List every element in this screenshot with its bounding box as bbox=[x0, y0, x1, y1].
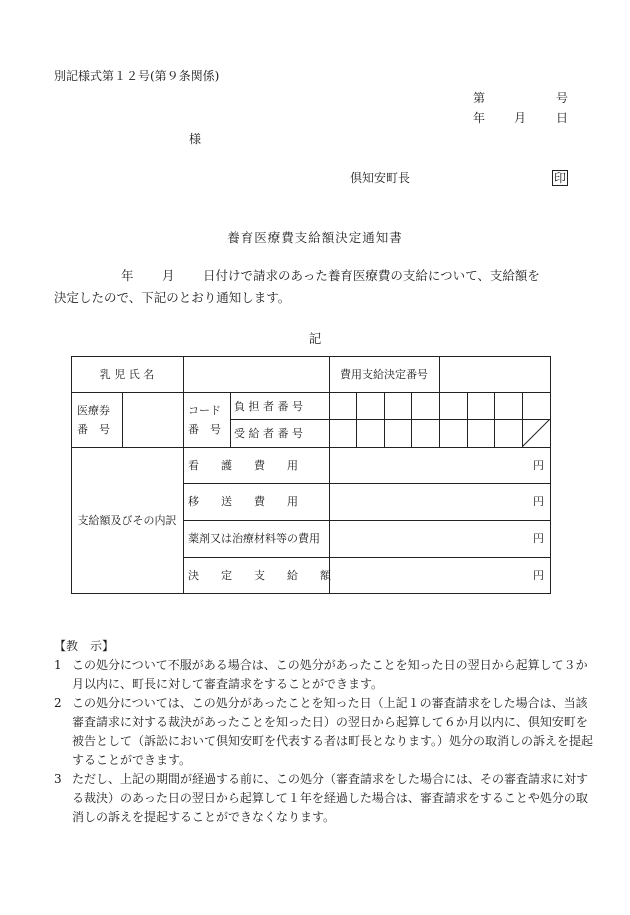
code-label-line2: 番 号 bbox=[188, 423, 221, 436]
row-label-nursing: 看 護 費 用 bbox=[188, 459, 298, 472]
row-unit-nursing: 円 bbox=[533, 459, 544, 472]
instruction-text: ただし、上記の期間が経過する前に、この処分（審査請求をした場合には、その審査請求に対する裁決）のあった日の翌日から起算して１年を経過した場合は、審査請求をすることや処分の取消しの訴えを提起することができなくなります。 bbox=[72, 772, 589, 824]
instructions-list bbox=[54, 656, 594, 827]
addressee-suffix: 様 bbox=[189, 132, 202, 146]
intro-text-line2: 決定したので、下記のとおり通知します。 bbox=[54, 290, 291, 305]
date-day: 日 bbox=[556, 111, 569, 125]
form-label: 別記様式第１２号(第９条関係) bbox=[54, 69, 220, 83]
instruction-text: この処分について不服がある場合は、この処分があったことを知った日の翌日から起算して３か月以内に、町長に対して審査請求をすることができます。 bbox=[72, 658, 588, 691]
instructions-heading: 【教 示】 bbox=[54, 639, 115, 653]
instruction-item bbox=[54, 770, 594, 827]
number-suffix: 号 bbox=[556, 91, 569, 105]
decision-number-label: 費用支給決定番号 bbox=[340, 368, 428, 381]
code-label-line1: コード bbox=[188, 404, 221, 417]
row-label-transport: 移 送 費 用 bbox=[188, 495, 298, 508]
row-label-total: 決 定 支 給 額 bbox=[188, 569, 331, 582]
ticket-label-line1: 医療券 bbox=[77, 404, 110, 417]
intro-year: 年 bbox=[121, 268, 134, 283]
intro-month: 月 bbox=[162, 268, 175, 283]
instruction-number: 1 bbox=[54, 658, 62, 672]
instruction-number: 3 bbox=[54, 772, 62, 786]
instruction-item bbox=[54, 656, 594, 694]
instruction-number: 2 bbox=[54, 696, 62, 710]
instruction-text: この処分については、この処分があったことを知った日（上記１の審査請求をした場合は、当該審査請求に対する裁決があったことを知った日）の翌日から起算して６か月以内に、倶知安町を被告として（訴訟において倶知安町を代表する者は町長となります。）処分の取消しの訴えを提起することができます。 bbox=[72, 696, 594, 767]
payment-table bbox=[71, 356, 551, 594]
issuer-name: 倶知安町長 bbox=[350, 171, 411, 185]
payer-number-label: 負 担 者 番 号 bbox=[234, 400, 303, 413]
breakdown-label: 支給額及びその内訳 bbox=[77, 514, 177, 527]
instruction-item bbox=[54, 694, 594, 770]
infant-name-label: 乳 児 氏 名 bbox=[99, 368, 155, 381]
intro-text: 日付けで請求のあった養育医療費の支給について、支給額を bbox=[203, 268, 540, 283]
seal-mark: 印 bbox=[554, 171, 567, 185]
row-label-medicine: 薬剤又は治療材料等の費用 bbox=[188, 532, 320, 545]
row-unit-transport: 円 bbox=[533, 495, 544, 508]
diagonal-slash bbox=[522, 419, 551, 447]
row-unit-medicine: 円 bbox=[533, 532, 544, 545]
row-unit-total: 円 bbox=[533, 569, 544, 582]
ticket-label-line2: 番 号 bbox=[77, 423, 110, 436]
document-title: 養育医療費支給額決定通知書 bbox=[227, 230, 403, 245]
number-prefix: 第 bbox=[473, 91, 486, 105]
date-year: 年 bbox=[473, 111, 486, 125]
ki-label: 記 bbox=[308, 331, 322, 346]
date-month: 月 bbox=[514, 111, 527, 125]
recipient-number-label: 受 給 者 番 号 bbox=[234, 427, 303, 440]
